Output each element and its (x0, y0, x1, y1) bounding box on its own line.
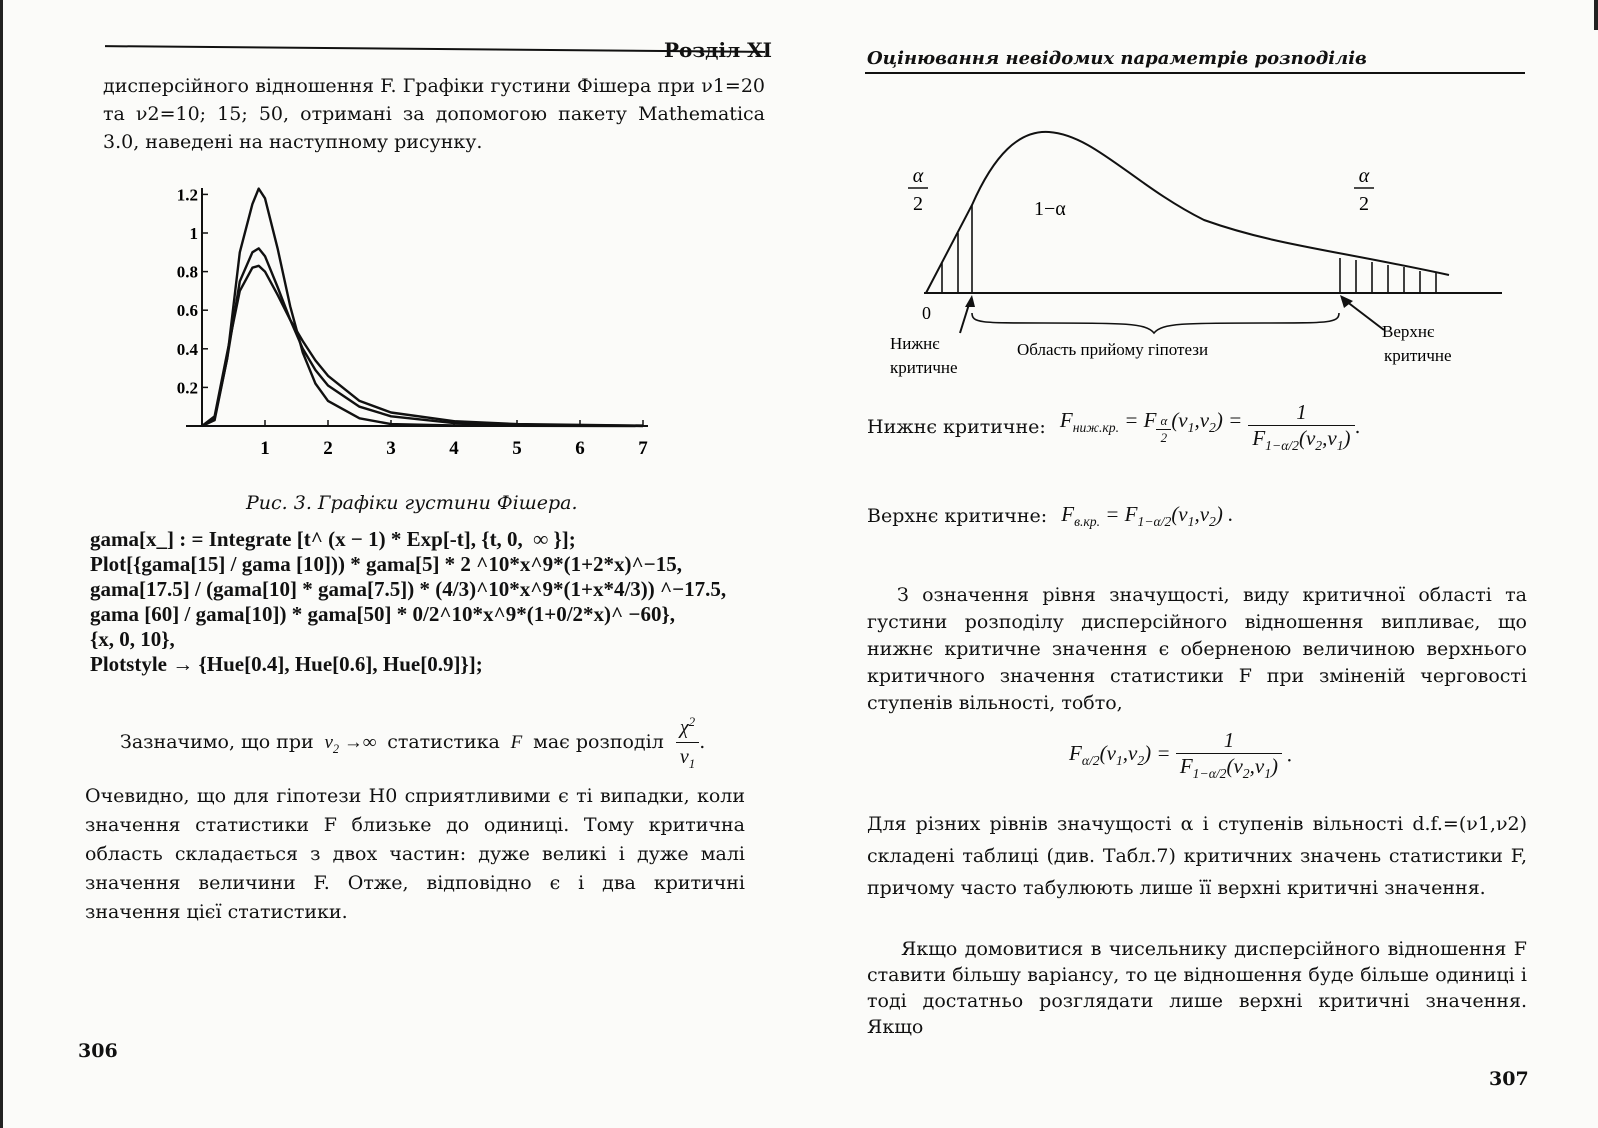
paragraph: Якщо домовитися в чисельнику дисперсійного відношення F ставити більшу варіансу, то це відношення буде більше одиниці і тоді достатньо розглядати лише верхні критичні значення. Якщо (867, 938, 1527, 1038)
upper-critical-label: Верхнє (1382, 322, 1435, 341)
y-tick-label: 0.4 (176, 339, 198, 359)
upper-arrow (1346, 301, 1384, 330)
density-curve-3 (202, 266, 643, 426)
series-group (202, 189, 643, 426)
x-tick-label: 1 (260, 438, 270, 459)
formula-expr: $F_{ниж.кр.} = F$ $_{\frac{\alpha}{2}}$ $(\nu_1,\nu_2)$ = (1059, 408, 1243, 445)
y-tick-label: 1.2 (176, 185, 198, 205)
page-number: 307 (1489, 1068, 1529, 1090)
density-curve-1 (202, 189, 643, 426)
note-text: має розподіл (533, 730, 664, 753)
code-block (90, 527, 726, 677)
y-tick-label: 0.2 (176, 378, 198, 398)
figure-caption: Рис. 3. Графіки густини Фішера. (246, 492, 578, 514)
acceptance-brace (972, 313, 1339, 333)
alpha-right-den: 2 (1359, 193, 1369, 215)
code-line: Plotstyle → {Hue[0.4], Hue[0.6], Hue[0.9]}]; (90, 652, 483, 676)
note-text: статистика (387, 730, 500, 753)
fisher-density-chart (150, 178, 670, 468)
formula-expr: $F_{в.кр.} = F_{1-\alpha/2}(\nu_1,\nu_2)$ . (1061, 502, 1234, 530)
paragraph: З означення рівня значущості, виду критичної області та густини розподілу дисперсійного відношення випливає, що нижнє критичне значення є оберненою величиною верхнього критичного значення статистики F при зміненій черговості ступенів вільності, тобто, (867, 584, 1527, 714)
lower-critical-label: критичне (890, 358, 958, 377)
alpha-left-den: 2 (913, 193, 923, 215)
x-tick-label: 5 (512, 438, 522, 459)
note-text: Зазначимо, що при (120, 730, 314, 753)
right-page (799, 0, 1598, 1128)
code-line: gama[17.5] / (gama[10] * gama[7.5]) * (4/3)^10*x^9*(1+x*4/3)) ^−17.5, (90, 577, 727, 601)
paragraph: дисперсійного відношення F. Графіки густини Фішера при ν1=20 та ν2=10; 15; 50, отримані за допомогою пакету Mathematica 3.0, наведені на наступному рисунку. (103, 75, 765, 153)
code-line: Plot[{gama[15] / gama [10])) * gama[5] * 2 ^10*x^9*(1+2*x)^−15, (90, 552, 682, 576)
lower-critical-hatch (942, 205, 972, 293)
page-number: 306 (78, 1040, 118, 1062)
reciprocal-formula: $F_{\alpha/2}(\nu_1,\nu_2)$ = $\frac{1}{F_{1-\alpha/2}(\nu_2,\nu_1)}$ . (1069, 728, 1293, 782)
paragraph: Очевидно, що для гіпотези H0 сприятливими є ті випадки, коли значення статистики F близьке до одиниці. Тому критична область складається з двох частин: дуже великі і дуже малі значення величини F. Отже, відповідно є і два критичні значення цієї статистики. (85, 785, 745, 923)
upper-critical-label: критичне (1384, 346, 1452, 365)
running-header: Розділ XI (664, 38, 773, 62)
y-tick-label: 0.8 (176, 262, 198, 282)
paragraph: Для різних рівнів значущості α і ступенів вільності d.f.=(ν1,ν2) складені таблиці (див. Табл.7) критичних значень статистики F, причому часто табулюють лише її верхні критичні значення. (867, 813, 1527, 899)
formula-fraction: $\frac{1}{F_{1-\alpha/2}(\nu_2,\nu_1)}$ (1248, 400, 1354, 454)
running-header: Оцінювання невідомих параметрів розподілів (867, 48, 1367, 69)
chi-square-note: Зазначимо, що при $\nu_2$ →∞ статистика F має розподіл $\frac{\chi^2}{\nu_1}$ . (120, 708, 705, 778)
y-tick-label: 1 (189, 224, 198, 243)
acceptance-label: Область прийому гіпотези (1017, 340, 1209, 359)
lower-critical-label: Нижнє (890, 334, 940, 353)
code-line: gama[x_] : = Integrate [t^ (x − 1) * Exp[-t], {t, 0, ∞ }]; (90, 527, 576, 551)
alpha-left-num: α (912, 165, 924, 187)
x-tick-label: 4 (449, 438, 459, 459)
alpha-right-num: α (1358, 165, 1370, 187)
formula-label: Нижнє критичне: (867, 416, 1046, 439)
math-inline: F (505, 731, 528, 753)
code-line: {x, 0, 10}, (90, 627, 175, 651)
lower-critical-formula: Нижнє критичне: $F_{ниж.кр.} = F$ $_{\frac{\alpha}{2}}$ $(\nu_1,\nu_2)$ = $\frac{1}{F_{1-\alpha/2}(\nu_2,\nu_1)}$ . (867, 400, 1361, 454)
x-tick-label: 3 (386, 438, 396, 459)
chi-square-fraction: $\frac{\chi^2}{\nu_1}$ (676, 708, 699, 778)
x-tick-label: 7 (638, 438, 648, 459)
critical-region-diagram (884, 125, 1524, 385)
lower-arrow-head (965, 295, 975, 307)
upper-critical-formula (867, 502, 1233, 530)
zero-label: 0 (922, 303, 931, 323)
math-inline: $\nu_2$ →∞ (319, 731, 382, 756)
density-curve (926, 132, 1449, 293)
code-line: gama [60] / gama[10]) * gama[50] * 0/2^10*x^9*(1+0/2*x)^ −60}, (90, 602, 675, 626)
y-tick-label: 0.6 (176, 301, 198, 321)
x-tick-label: 2 (323, 438, 333, 459)
header-rule (865, 72, 1525, 74)
x-tick-label: 6 (575, 438, 585, 459)
center-label: 1−α (1034, 198, 1066, 220)
formula-label: Верхнє критичне: (867, 505, 1048, 528)
